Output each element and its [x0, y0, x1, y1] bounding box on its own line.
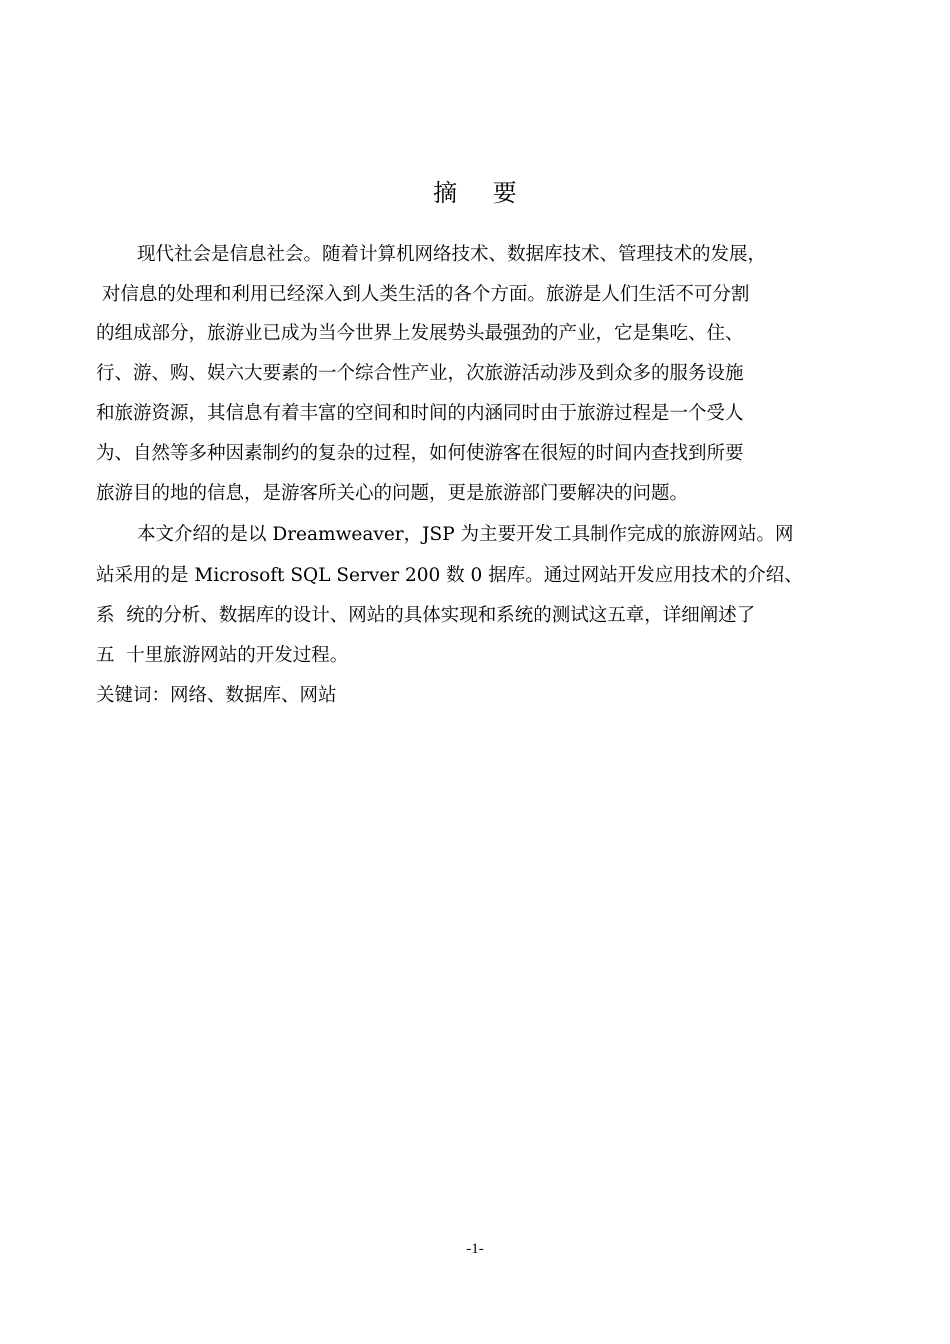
paragraph-line: 站采用的是 Microsoft SQL Server 200 数 0 据库。通过网站开发应用技术的介绍、: [96, 565, 803, 586]
paragraph-line: 五 十里旅游网站的开发过程。: [96, 645, 349, 666]
paragraph-line: 现代社会是信息社会。随着计算机网络技术、数据库技术、管理技术的发展，: [137, 244, 767, 265]
keywords-line: 关键词：网络、数据库、网站: [96, 685, 337, 706]
paragraph-line: 的组成部分，旅游业已成为当今世界上发展势头最强劲的产业，它是集吃、住、: [96, 323, 744, 344]
paragraph-line: 和旅游资源，其信息有着丰富的空间和时间的内涵同时由于旅游过程是一个受人: [96, 403, 744, 424]
paragraph-line: 旅游目的地的信息，是游客所关心的问题，更是旅游部门要解决的问题。: [96, 483, 689, 504]
paragraph-line: 对信息的处理和利用已经深入到人类生活的各个方面。旅游是人们生活不可分割: [96, 284, 750, 305]
paragraph-line: 为、自然等多种因素制约的复杂的过程，如何使游客在很短的时间内查找到所要: [96, 443, 744, 464]
page-title: 摘 要: [433, 179, 531, 207]
paragraph-line: 行、游、购、娱六大要素的一个综合性产业，次旅游活动涉及到众多的服务设施: [96, 363, 744, 384]
paragraph-line: 本文介绍的是以 Dreamweaver，JSP 为主要开发工具制作完成的旅游网站。网: [137, 524, 794, 545]
page-number: -1-: [466, 1241, 484, 1257]
paragraph-line: 系 统的分析、数据库的设计、网站的具体实现和系统的测试这五章，详细阐述了: [96, 605, 756, 626]
